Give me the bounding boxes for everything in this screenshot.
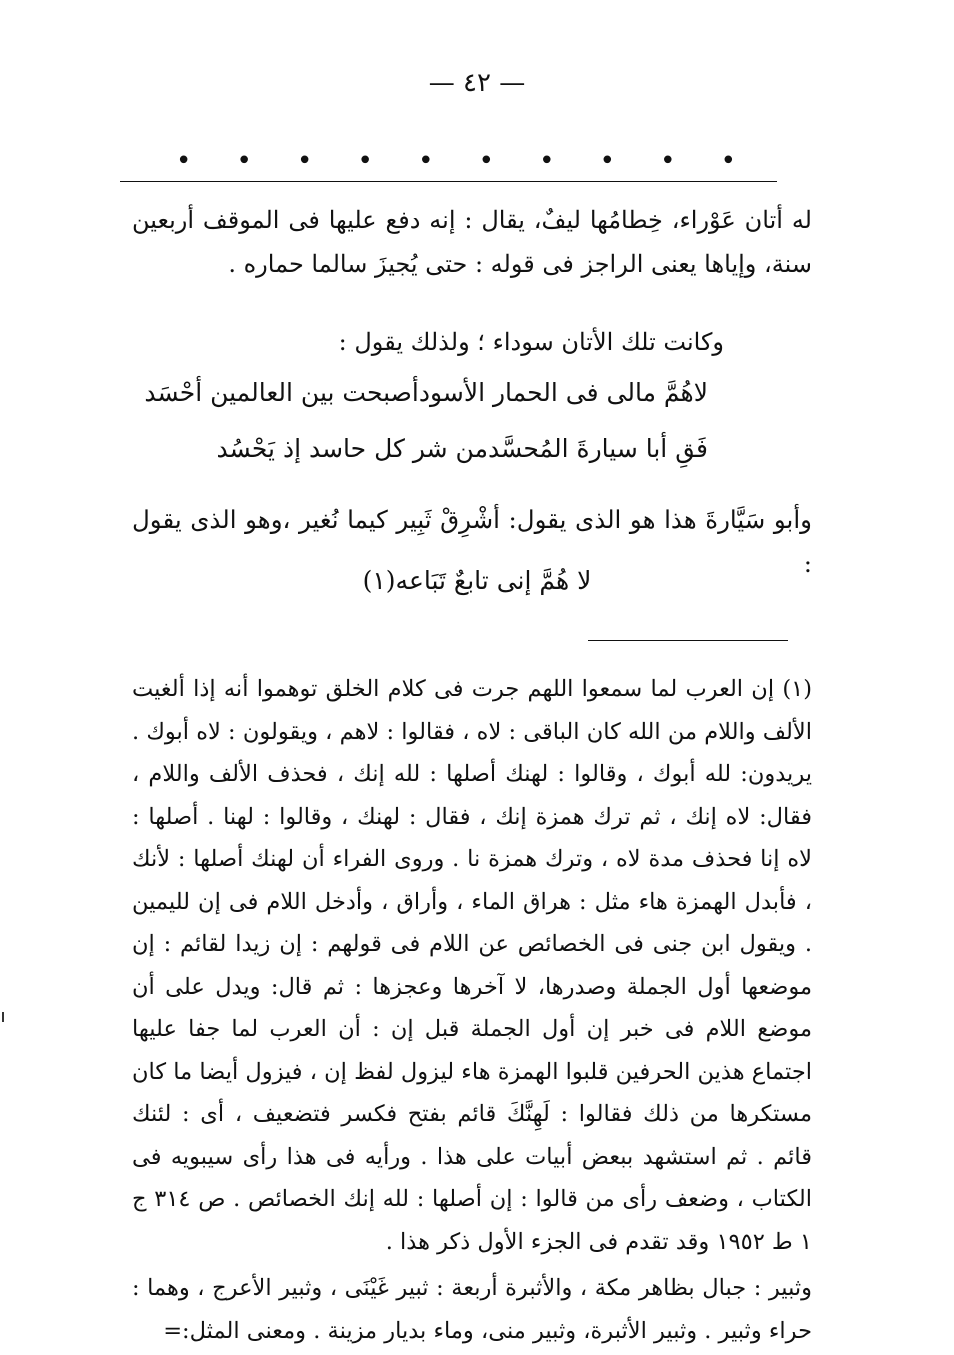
ornamental-dots [176, 146, 736, 176]
footnotes [132, 668, 812, 1352]
dot: • [599, 146, 615, 176]
verse-hemistich-first: لاهُمَّ مالى فى الحمار الأسود [418, 378, 708, 407]
paragraph-abu-sayyara: وأبو سَيَّارةَ هذا هو الذى يقول: أشْرِقْ ثَبِير كيما نُغير ،وهو الذى يقول : [132, 505, 812, 578]
verse-hemistich-second: من شر كل حاسد إذ يَحْسُد [216, 434, 488, 463]
dot: • [418, 146, 434, 176]
dot: • [236, 146, 252, 176]
page-number: — ٤٢ — [428, 68, 526, 98]
verse-hemistich-first: فَقِ أبا سيارةَ المُحسَّد [487, 434, 708, 463]
verse-line-1 [144, 378, 708, 407]
verse-hemistich-second: أصبحت بين العالمين أحْسَد [144, 378, 419, 407]
footnote-2: وثبير : جبال بظاهر مكة ، والأثبرة أربعة : ثبير غَيْنَى ، وثبير الأعرج ، وهما : حراء وثبير . وثبير الأثبرة، وثبير منى، وماء بديار مزينة . ومعنى المثل:= [132, 1275, 812, 1344]
dot: • [660, 146, 676, 176]
dot: • [539, 146, 555, 176]
paragraph-intro: له أتان عَوْراء، خِطامُها ليفٌ، يقال : إنه دفع عليها فى الموقف أربعين سنة، وإياها يعنى الراجز فى قوله : حتى يُجيزَ سالما حماره . [132, 206, 812, 278]
dot: • [357, 146, 373, 176]
verse-line-2 [218, 434, 708, 463]
paragraph-verse-intro: وكانت تلك الأتان سوداء ؛ ولذلك يقول : [338, 328, 724, 356]
scan-mark [2, 1012, 4, 1022]
dot: • [297, 146, 313, 176]
footnote-rule [588, 640, 788, 641]
footnote-1: (١) إن العرب لما سمعوا اللهم جرت فى كلام الخلق توهموا أنه إذا ألغيت الألف واللام من الله كان الباقى : لاه ، فقالوا : لاهم ، ويقولون : لاه أبوك . يريدون: لله أبوك ، وقالوا : لهنك أصلها : لله إنك ، فحذف الألف واللام ، فقال: لاه إنك ، ثم ترك همزة إنك ، فقال : لهنك ، وقالوا : لهنا . أصلها : لاه إنا فحذف مدة لاه ، وترك همزة نا . وروى الفراء أن لهنك أصلها : لأنك ، فأبدل الهمزة هاء مثل : هراق الماء ، وأراق ، وأدخل اللام فى إن لليمين . ويقول ابن جنى فى الخصائص عن اللام فى قولهم : إن زيدا لقائم : إن موضعها أول الجملة وصدرها، لا آخرها وعجزها : ثم قال: ويدل على أن موضع اللام فى خبر إن أول الجملة قبل إن : أن العرب لما جفا عليها اجتماع هذين الحرفين قلبوا الهمزة هاء ليزول لفظ إن ، فيزول أيضا ما كان مستكرها من ذلك فقالوا : لَهِنَّكَ قائم بفتح فكسر فتضعيف ، أى : لئنك قائم . ثم استشهد ببعض أبيات على هذا . ورأيه فى هذا رأى سيبويه فى الكتاب ، وضعف رأى من قالوا : إن أصلها : لله إنك الخصائص . ص ٣١٤ ج ١ ط ١٩٥٢ وقد تقدم فى الجزء الأول ذكر هذا . [132, 676, 812, 1255]
dot: • [720, 146, 736, 176]
verse-line-3: لا هُمَّ إنى تابعٌ تَبَاعه(١) [362, 566, 592, 595]
dot: • [478, 146, 494, 176]
dot: • [176, 146, 192, 176]
header-rule [120, 181, 777, 182]
